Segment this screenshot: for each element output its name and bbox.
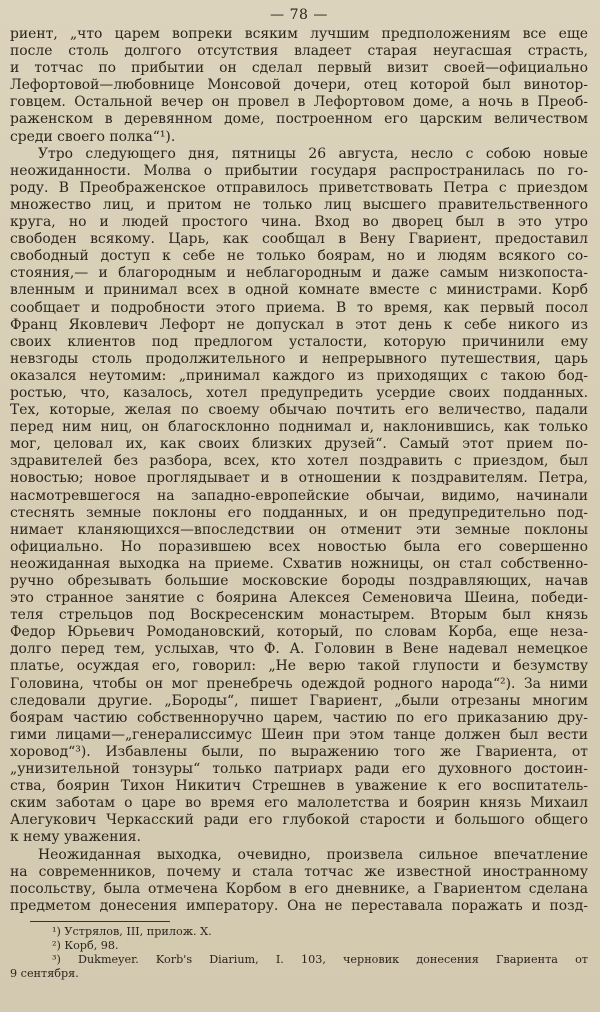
text-line: Франц Яковлевич Лефорт не допускал в этот день к себе никого из	[10, 316, 588, 333]
text-line: ростью, что, казалось, хотел предупредить усердие своих подданных.	[10, 384, 588, 401]
paragraph-3	[10, 847, 588, 915]
text-line: боярам частию собственноручно царем, частию по его приказанию дру-	[10, 709, 588, 726]
footnote-1: ¹) Устрялов, III, прилож. X.	[52, 924, 212, 938]
text-line: Тех, которые, желая по своему обычаю почтить его величество, падали	[10, 402, 588, 419]
page-number: — 78 —	[270, 7, 328, 23]
text-line: долго перед тем, услыхав, что Ф. А. Головин в Вене надевал немецкое	[10, 641, 588, 658]
paragraph-1	[10, 26, 588, 146]
paragraph-2	[10, 146, 588, 847]
text-line: платье, осуждая его, говорил: „Не верю такой глупости и безумству	[10, 658, 588, 675]
text-line: среди своего полка“¹).	[10, 128, 176, 145]
text-line: следовали другие. „Бороды“, пишет Гвариент, „были отрезаны многим	[10, 692, 588, 709]
text-line: официально. Но поразившею всех новостью была его совершенно	[10, 538, 588, 555]
text-line: говцем. Остальной вечер он провел в Лефортовом доме, а ночь в Преоб-	[10, 94, 588, 111]
text-line: стеснять земные поклоны его подданных, и он предупредительно под-	[10, 504, 588, 521]
text-line: теля стрельцов под Воскресенским монастырем. Вторым был князь	[10, 607, 588, 624]
text-line: ским заботам о царе во время его малолетства и боярин князь Михаил	[10, 795, 588, 812]
text-line: ства, боярин Тихон Никитич Стрешнев в уважение к его воспитатель-	[10, 778, 588, 795]
text-line: стояния,— и благородным и неблагородным и даже самым низкопоста-	[10, 265, 588, 282]
text-line: посольству, была отмечена Корбом в его дневнике, а Гвариентом сделана	[10, 880, 588, 897]
text-line: Лефортовой—любовнице Монсовой дочери, отец которой был винотор-	[10, 77, 588, 94]
text-line: неожиданности. Молва о прибытии государя распространилась по го-	[10, 162, 588, 179]
text-line: мог, целовал их, как своих близких друзей“. Самый этот прием по-	[10, 436, 588, 453]
footnote-3-continuation: 9 сентября.	[10, 967, 79, 981]
footnote-2: ²) Корб, 98.	[52, 939, 119, 953]
text-line: Федор Юрьевич Ромодановский, который, по словам Корба, еще неза-	[10, 624, 588, 641]
text-line: свободный доступ к себе не только боярам, но и людям всякого со-	[10, 248, 588, 265]
footnote-3: ³) Dukmeyer. Korb's Diarium, I. 103, черновик донесения Гвариента от	[52, 953, 588, 967]
text-line: здравителей без разбора, всех, кто хотел поздравить с приездом, был	[10, 453, 588, 470]
text-line: роду. В Преображенское отправилось приветствовать Петра с приездом	[10, 179, 588, 196]
text-line: Утро следующего дня, пятницы 26 августа, несло с собою новые	[38, 145, 588, 162]
text-line: риент, „что царем вопреки всяким лучшим предположениям все еще	[10, 26, 588, 42]
text-line: Головина, чтобы он мог пренебречь одеждой родного народа“²). За ними	[10, 675, 588, 692]
text-line: к нему уважения.	[10, 829, 141, 846]
text-line: после столь долгого отсутствия владеет старая неугасшая страсть,	[10, 43, 588, 60]
text-line: насмотревшегося на западно-европейские обычаи, видимо, начинали	[10, 487, 588, 504]
text-line: оказался неутомим: „принимал каждого из приходящих с такою бод-	[10, 367, 588, 384]
text-line: неожиданная выходка на приеме. Схватив ножницы, он стал собственно-	[10, 555, 588, 572]
text-line: предметом донесения императору. Она не переставала поражать и позд-	[10, 897, 588, 914]
text-line: это странное занятие с боярина Алексея Семеновича Шеина, победи-	[10, 590, 588, 607]
text-line: перед ним ниц, он благосклонно поднимал и, наклонившись, как только	[10, 419, 588, 436]
text-line: раженском в деревянном доме, построенном его царским величеством	[10, 111, 588, 128]
text-line: ручно обрезывать большие московские бороды поздравляющих, начав	[10, 573, 588, 589]
text-line: Неожиданная выходка, очевидно, произвела сильное впечатление	[38, 846, 588, 863]
text-line: вленным и принимал всех в одной комнате вместе с министрами. Корб	[10, 282, 588, 299]
text-line: свободен всякому. Царь, как сообщал в Вену Гвариент, предоставил	[10, 231, 588, 248]
text-line: новостью; новое проглядывает и в отношении к поздравителям. Петра,	[10, 470, 588, 487]
text-line: круга, но и людей простого чина. Вход во дворец был в это утро	[10, 214, 588, 231]
text-line: нимает кланяющихся—впоследствии он отменит эти земные поклоны	[10, 521, 588, 538]
text-line: невзгоды столь продолжительного и непрерывного путешествия, царь	[10, 350, 588, 367]
text-line: Алегукович Черкасский ради его глубокой старости и большого общего	[10, 812, 588, 829]
text-line: своих клиентов под предлогом усталости, которую причинили ему	[10, 333, 588, 350]
text-line: на современников, почему и стала тотчас же известной иностранному	[10, 863, 588, 880]
text-line: хоровод“³). Избавлены были, по выражению того же Гвариента, от	[10, 743, 588, 760]
footnote-divider	[30, 921, 170, 922]
text-line: гими лицами—„генералиссимус Шеин при этом танце должен был вести	[10, 726, 588, 743]
text-line: и тотчас по прибытии он сделал первый визит своей—официально	[10, 60, 588, 77]
text-line: „унизительной тонзуры“ только патриарх ради его духовного достоин-	[10, 761, 588, 778]
text-line: множество лиц, и притом не только лиц высшего правительственного	[10, 196, 588, 213]
text-line: сообщает и подробности этого приема. В то время, как первый посол	[10, 299, 588, 316]
footnotes	[10, 925, 588, 982]
